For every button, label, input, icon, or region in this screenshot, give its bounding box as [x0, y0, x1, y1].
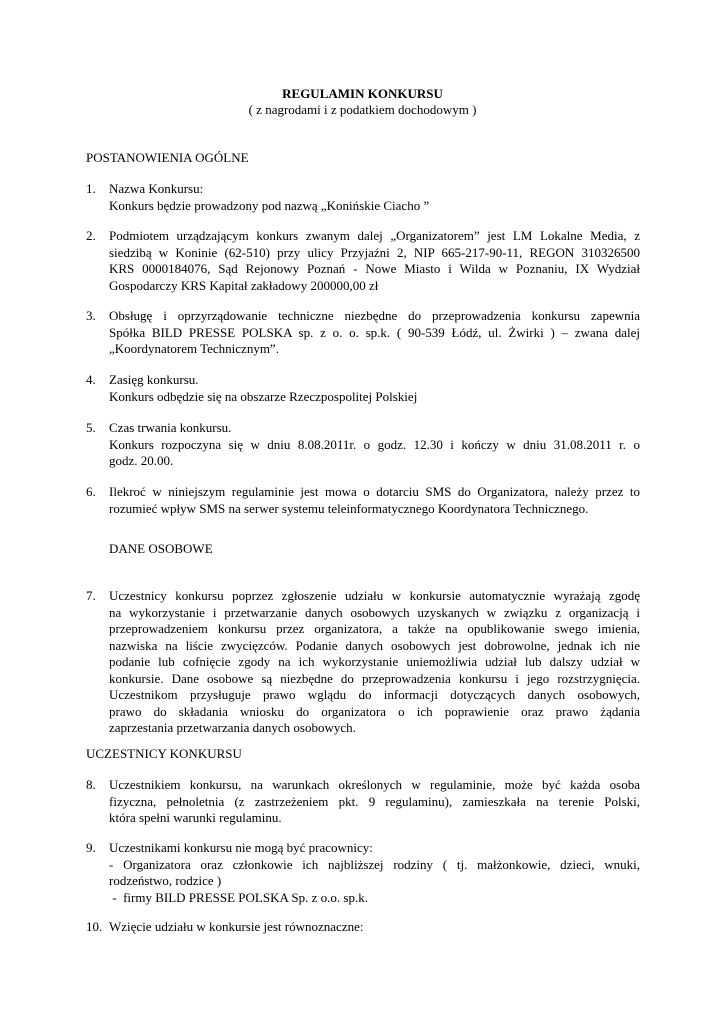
item-line: Konkurs odbędzie się na obszarze Rzeczpospolitej Polskiej — [109, 388, 418, 404]
item-line: Uczestnikami konkursu nie mogą być pracownicy: — [109, 840, 373, 855]
item-number: 5. — [86, 420, 96, 435]
item-line: prawo do składania wniosku do organizatora o ich poprawienie oraz prawo żądania — [109, 703, 640, 719]
item-number: 6. — [86, 484, 96, 499]
list-item-2 — [86, 228, 640, 294]
list-item-3 — [86, 308, 640, 358]
item-number: 2. — [86, 228, 96, 243]
item-line: godz. 20.00. — [109, 453, 174, 468]
item-line: Uczestnikom przysługuje prawo wglądu do informacji dotyczących danych osobowych, — [109, 687, 640, 702]
item-line: przeprowadzeniem konkursu przez organizatora, a także na opublikowanie swego imienia, — [109, 621, 640, 636]
item-number: 9. — [86, 840, 96, 855]
list-item-6 — [86, 484, 640, 517]
item-line: Uczestnikiem konkursu, na warunkach określonych w regulaminie, może być każda osoba — [109, 777, 640, 792]
list-item-10 — [86, 919, 640, 936]
item-number: 7. — [86, 588, 96, 603]
item-line: Gospodarczy KRS Kapitał zakładowy 200000,00 zł — [109, 277, 379, 293]
item-line: Czas trwania konkursu. — [109, 420, 232, 435]
section-heading-personal-data: DANE OSOBOWE — [109, 541, 213, 556]
item-number: 4. — [86, 372, 96, 387]
list-item-1 — [86, 181, 640, 214]
list-item-8 — [86, 777, 640, 827]
item-number: 8. — [86, 777, 96, 792]
item-line: siedzibą w Koninie (62-510) przy ulicy Przyjaźni 2, NIP 665-217-90-11, REGON 310326500 — [109, 244, 640, 260]
list-item-7 — [86, 588, 640, 737]
item-line: na wykorzystanie i przetwarzanie danych osobowych uzyskanych w związku z organizacją i — [109, 604, 640, 620]
item-line: Obsługę i oprzyrządowanie techniczne niezbędne do przeprowadzenia konkursu zapewnia — [109, 308, 640, 323]
item-number: 1. — [86, 181, 96, 196]
item-body — [109, 181, 640, 214]
list-item-5 — [86, 420, 640, 470]
item-line: Ilekroć w niniejszym regulaminie jest mowa o dotarciu SMS do Organizatora, należy przez to — [109, 484, 640, 499]
item-line: która spełni warunki regulaminu. — [109, 810, 282, 825]
item-line: Konkurs będzie prowadzony pod nazwą „Konińskie Ciacho ” — [109, 197, 430, 213]
item-number: 10. — [86, 919, 103, 934]
item-body — [109, 372, 640, 405]
document-title: REGULAMIN KONKURSU — [282, 86, 443, 101]
section-heading-general: POSTANOWIENIA OGÓLNE — [86, 150, 249, 165]
item-line: podanie lub cofnięcie zgody na ich wykorzystanie uniemożliwia udział lub dalszy udział w — [109, 654, 640, 669]
item-line: Podmiotem urządzającym konkurs zwanym dalej „Organizatorem” jest LM Lokalne Media, z — [109, 228, 640, 243]
item-line: fizyczna, pełnoletnia (z zastrzeżeniem pkt. 9 regulaminu), zamieszkała na terenie Polski, — [109, 793, 640, 809]
section-heading-participants: UCZESTNICY KONKURSU — [86, 746, 242, 761]
item-line: Konkurs rozpoczyna się w dniu 8.08.2011r. o godz. 12.30 i kończy w dniu 31.08.2011 r. o — [109, 436, 640, 452]
item-body — [109, 840, 640, 906]
item-body — [109, 919, 640, 936]
item-line: KRS 0000184076, Sąd Rejonowy Poznań - Nowe Miasto i Wilda w Poznaniu, IX Wydział — [109, 261, 640, 276]
item-body — [109, 228, 640, 294]
item-line: Spółka BILD PRESSE POLSKA sp. z o. o. sp.k. ( 90-539 Łódź, ul. Żwirki ) – zwana dalej — [109, 324, 640, 340]
item-line: rodzeństwo, rodzice ) — [109, 873, 222, 888]
list-item-9 — [86, 840, 640, 906]
item-body — [109, 420, 640, 470]
item-line: - Organizatora oraz członkowie ich najbliższej rodziny ( tj. małżonkowie, dzieci, wnuki, — [109, 856, 640, 872]
document-subtitle: ( z nagrodami i z podatkiem dochodowym ) — [248, 102, 477, 117]
item-line: Zasięg konkursu. — [109, 372, 199, 387]
item-line: - firmy BILD PRESSE POLSKA Sp. z o.o. sp.k. — [109, 889, 368, 905]
list-item-4 — [86, 372, 640, 405]
item-line: nazwiska na liście zwycięzców. Podanie danych osobowych jest dobrowolne, jednak ich nie — [109, 637, 640, 653]
item-number: 3. — [86, 308, 96, 323]
item-line: zaprzestania przetwarzania danych osobowych. — [109, 720, 356, 735]
item-line: konkursie. Dane osobowe są niezbędne do przeprowadzenia konkursu i jego rozstrzygnięcia. — [109, 670, 640, 686]
item-body — [109, 484, 640, 517]
item-body — [109, 308, 640, 358]
item-body — [109, 777, 640, 827]
item-line: Wzięcie udziału w konkursie jest równoznaczne: — [109, 919, 364, 934]
item-body — [109, 588, 640, 737]
item-line: rozumieć wpływ SMS na serwer systemu teleinformatycznego Koordynatora Technicznego. — [109, 500, 589, 516]
item-line: „Koordynatorem Technicznym”. — [109, 341, 279, 356]
item-line: Nazwa Konkursu: — [109, 181, 204, 196]
item-line: Uczestnicy konkursu poprzez zgłoszenie udziału w konkursie automatycznie wyrażają zgodę — [109, 588, 640, 603]
